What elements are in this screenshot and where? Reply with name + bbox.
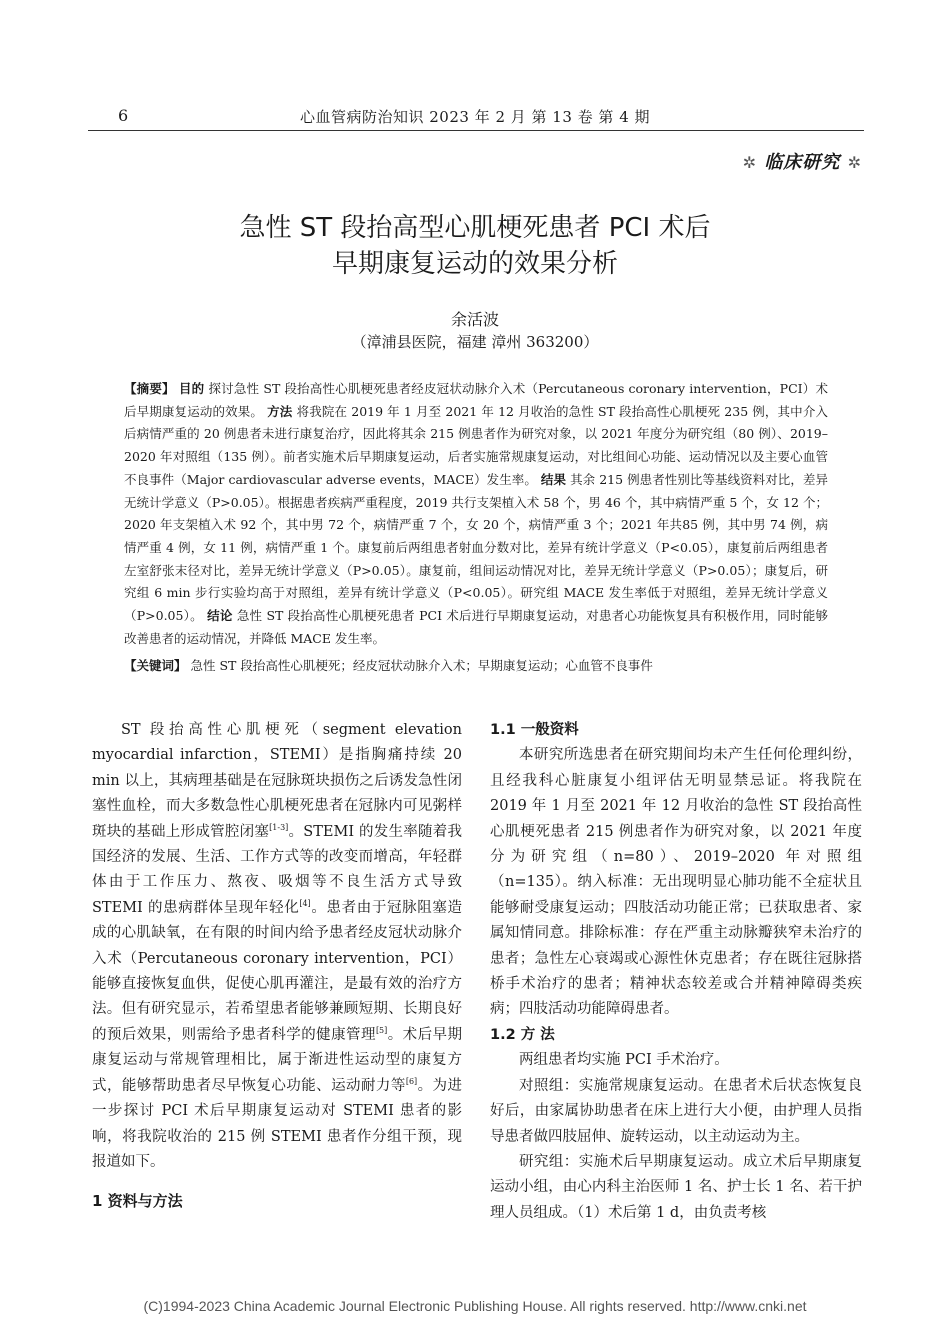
abstract-label: 【摘要】: [124, 381, 175, 396]
title-line-2: 早期康复运动的效果分析: [331, 249, 618, 279]
abstract-conclusion: 急性 ST 段抬高性心肌梗死患者 PCI 术后进行早期康复运动，对患者心功能恢复具有积极作用，同时能够改善患者的运动情况，并降低 MACE 发生率。: [124, 608, 828, 646]
section-heading-1: 1 资料与方法: [92, 1192, 183, 1211]
intro-text: ST 段抬高性心肌梗死（segment elevation myocardial infarction，STEMI）是指胸痛持续 20 min 以上，其病理基础是在冠脉斑块损伤之后诱发急性闭塞性血栓，而大多数急性心肌梗死患者在冠脉内可见粥样斑块的基础上形成管腔闭塞: [92, 722, 462, 840]
intro-text: 。STEMI 的发生率随着我国经济的发展、生活、工作方式等的改变而增高，年轻群体由于工作压力、熬夜、吸烟等不良生活方式导致 STEMI 的患病群体呈现年轻化: [92, 823, 463, 916]
abstract-methods: 将我院在 2019 年 1 月至 2021 年 12 月收治的急性 ST 段抬高性心肌梗死 235 例，其中介入后病情严重的 20 例患者未进行康复治疗，因此将其余 215 例患者作为研究对象，以 2021 年度分为研究组（80 例）、2019–2020 年对照组（135 例）。前者实施术后早期康复运动，后者实施常规康复运动，对比组间心功能、运动情况以及主要心血管不良事件（Major cardiovascular adverse events，MACE）发生率。: [124, 403, 828, 487]
citation: [4]: [299, 899, 311, 909]
abstract-objective: 探讨急性 ST 段抬高性心肌梗死患者经皮冠状动脉介入术（Percutaneous coronary intervention，PCI）术后早期康复运动的效果。: [124, 381, 828, 419]
title-line-1: 急性 ST 段抬高型心肌梗死患者 PCI 术后: [239, 213, 711, 243]
abstract-methods-label: 方法: [267, 403, 293, 419]
abstract-results: 其余 215 例患者性别比等基线资料对比，差异无统计学意义（P>0.05）。根据患者疾病严重程度，2019 共行支架植入术 58 个，男 46 个，其中病情严重 5 个，女 12 个；2020 年支架植入术 92 个，其中男 72 个，病情严重 7 个，女 20 个，病情严重 3 个；2021 年共85 例，其中男 74 例，病情严重 4 例，女 11 例，病情严重 1 个。康复前后两组患者射血分数对比，差异有统计学意义（P<0.05），康复前后两组患者左室舒张末径对比，差异无统计学意义（P>0.05）。康复前，组间运动情况对比，差异无统计学意义（P>0.05）；康复后，研究组 6 min 步行实验均高于对照组，差异有统计学意义（P<0.05）。研究组 MACE 发生率低于对照组，差异无统计学意义（P>0.05）。: [124, 471, 828, 624]
header-divider: [88, 130, 864, 131]
abstract: [124, 378, 828, 650]
section-tag-label: 临床研究: [764, 152, 841, 173]
intro-text: 。为进一步探讨 PCI 术后早期康复运动对 STEMI 患者的影响，将我院收治的 215 例 STEMI 患者作分组干预，现报道如下。: [92, 1077, 463, 1170]
page-number: 6: [118, 106, 129, 125]
section-heading-1-2: 1.2 方 法: [490, 1026, 555, 1043]
citation: [5]: [375, 1026, 388, 1036]
keywords: [124, 655, 828, 678]
asterisk-icon: ✲: [847, 153, 862, 172]
keywords-text: 急性 ST 段抬高性心肌梗死；经皮冠状动脉介入术；早期康复运动；心血管不良事件: [190, 658, 653, 673]
asterisk-icon: ✲: [742, 153, 758, 172]
study-group-paragraph: 研究组：实施术后早期康复运动。成立术后早期康复运动小组，由心内科主治医师 1 名、护士长 1 名、若干护理人员组成。（1）术后第 1 d，由负责考核: [490, 1153, 862, 1221]
copyright-footer: (C)1994-2023 China Academic Journal Electronic Publishing House. All rights reserved. http://www.cnki.net: [143, 1298, 807, 1314]
left-column: [92, 718, 462, 1215]
intro-text: 。术后早期康复运动与常规管理相比，属于渐进性运动型的康复方式，能够帮助患者尽早恢复心功能、运动耐力等: [92, 1026, 463, 1094]
control-group-paragraph: 对照组：实施常规康复运动。在患者术后状态恢复良好后，由家属协助患者在床上进行大小便，由护理人员指导患者做四肢屈伸、旋转运动，以主动运动为主。: [490, 1077, 862, 1145]
article-title: [0, 210, 950, 282]
abstract-objective-label: 目的: [178, 381, 205, 396]
affiliation: （漳浦县医院，福建 漳州 363200）: [351, 333, 599, 351]
abstract-results-label: 结果: [540, 471, 567, 487]
methods-paragraph: 两组患者均实施 PCI 手术治疗。: [519, 1052, 729, 1069]
keywords-label: 【关键词】: [124, 658, 187, 673]
right-column: [490, 718, 862, 1226]
journal-header: 心血管病防治知识 2023 年 2 月 第 13 卷 第 4 期: [299, 108, 651, 126]
citation: [6]: [405, 1076, 418, 1086]
intro-text: 。患者由于冠脉阻塞造成的心肌缺氧，在有限的时间内给予患者经皮冠状动脉介入术（Percutaneous coronary intervention，PCI）能够直接恢复血供，促使心肌再灌注，是最有效的治疗方法。但有研究显示，若希望患者能够兼顾短期、长期良好的预后效果，则需给予患者科学的健康管理: [92, 899, 463, 1043]
author: 余活波: [450, 310, 499, 329]
citation: [1-3]: [269, 822, 289, 832]
abstract-conclusion-label: 结论: [207, 608, 233, 624]
section-tag: [743, 148, 862, 174]
intro-paragraph: [92, 718, 462, 1175]
general-data-paragraph: 本研究所选患者在研究期间均未产生任何伦理纠纷，且经我科心脏康复小组评估无明显禁忌证。将我院在 2019 年 1 月至 2021 年 12 月收治的急性 ST 段抬高性心肌梗死患者 215 例患者作为研究对象，以 2021 年度分为研究组（n=80）、2019–2020 年对照组（n=135）。纳入标准：无出现明显心肺功能不全症状且能够耐受康复运动；四肢活动功能正常；已获取患者、家属知情同意。排除标准：存在严重主动脉瓣狭窄未治疗的患者；急性左心衰竭或心源性休克患者；存在既往冠脉搭桥手术治疗的患者；精神状态较差或合并精神障碍类疾病；四肢活动功能障碍患者。: [490, 747, 862, 1018]
section-heading-1-1: 1.1 一般资料: [490, 722, 579, 738]
